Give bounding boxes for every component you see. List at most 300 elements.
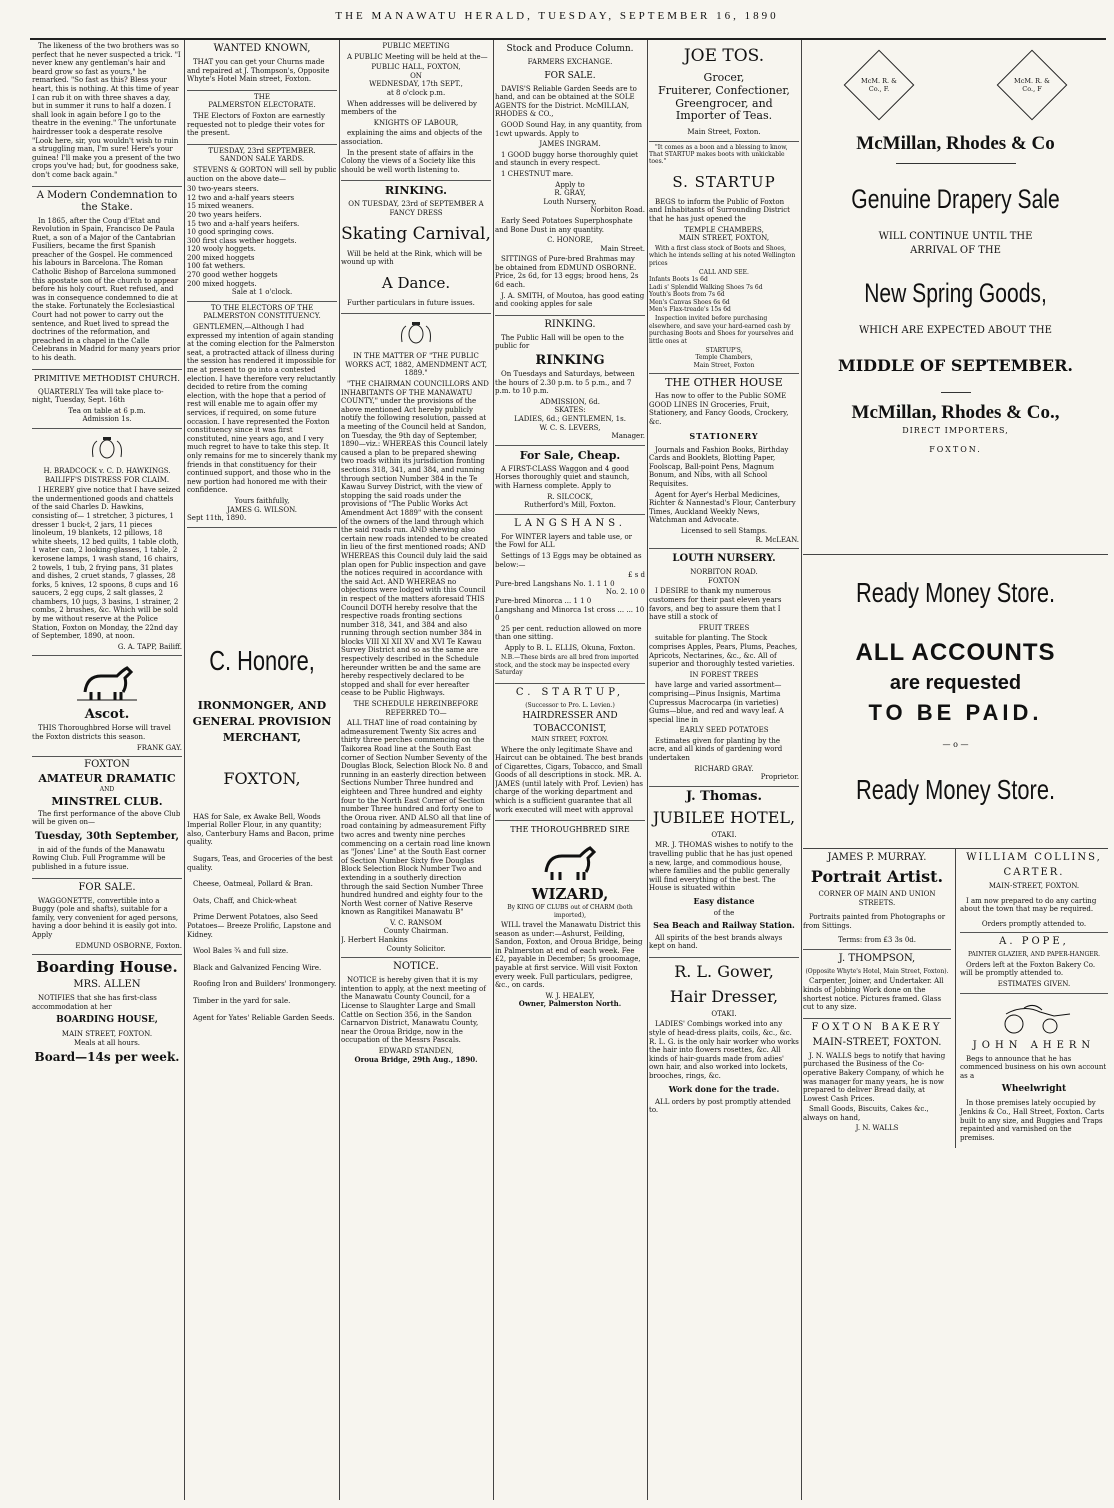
ad-text: J. A. SMITH, of Moutoa, has good eating and cooking apples for sale [495, 291, 645, 309]
horse-icon [538, 842, 602, 882]
ad-text: I HEREBY give notice that I have seized the undermentioned goods and chattels of the said Charles D. Hawkins, consisting of— 1 stretcher, 3 pictures, 1 dresser 1 buck-t, 2 jars, 11 pieces linoleum, 19 blankets, 12 pillows, 18 white sheets, 12 bed quilts, 1 table cloth, 1 water can, 2 looking-glasses, 1 table, 2 kerosene lamps, 1 wash stand, 16 chairs, 2 towels, 1 tub, 2 frying pans, 31 plates and dishes, 2 cruet stands, 7 glasses, 28 forks, 5 knives, 12 spoons, 8 cups and 16 saucers, 2 egg cups, 2 salt glasses, 2 chambers, 10 jugs, 3 basins, 1 strainer, 2 combs, 2 brushes, &c. Which will be sold by me without reserve at the Police Station, Foxton on Monday, the 22nd day of September, 1890, at noon. [32, 486, 181, 641]
column-rule [801, 40, 802, 1500]
ad-signature: R. GRAY, [554, 189, 586, 198]
seal-text: McM. R. & Co., F [1013, 77, 1050, 93]
schedule-text: ALL THAT line of road containing by admeasurement Twenty Six acres and thirty three perches commencing on the Taikorea Road line at the South East corner of Section Number Seventy of the Douglas Block, Selection Block No. 8 and running in an easterly direction between Sections Number Three hundred and eighteen and Three hundred and eighty four to the North East Corner of Section number Three hundred and forty one to the Oroua river. AND ALSO all that line of road containing by admeasurement Fifty two acres and twenty nine perches commencing on a certain road line known as "Jones' Line" at the South East corner of Section Number Sixty five Douglas Block Selection Block Number Two and extending in a southerly direction through the said Section Number Three hundred hundred and eighty four to the North West corner of Native Reserve known as Rangitikei Manawatu B" [341, 719, 491, 917]
ad-line: FRUIT TREES [698, 623, 750, 632]
ad-item: Sugars, Teas, and Groceries of the best quality. [187, 855, 333, 872]
ad-signature: Temple Chambers, [695, 354, 753, 362]
column-4 [495, 40, 645, 1498]
ad-title: JAMES P. MURRAY. [827, 851, 927, 863]
spacer [187, 530, 337, 640]
ad-line: Main Street, Foxton. [687, 128, 761, 136]
ad-text: DAVIS'S Reliable Garden Seeds are to hand, and can be obtained at the SOLE AGENTS for the District. McMILLAN, RHODES & CO., [495, 84, 637, 119]
notice-signature: EDWARD STANDEN, [378, 1047, 454, 1055]
notice-signature: County Chairman. [383, 927, 449, 936]
ad-subtitle: (Successor to Pro. L. Levien.) [525, 701, 615, 709]
price-header: £ s d [628, 571, 645, 580]
list-item: 15 two and a-half years heifers. [187, 219, 300, 228]
ad-text: Where the only legitimate Shave and Haircut can be obtained. The best brands of Cigarettes, Cigars, Tobacco, and Small Goods of all descriptions in stock. MR. A. JAMES (until lately with Prof. Levien) has charge of the working department and which is a sufficient guarantee that all work executed will meet with approval [495, 745, 643, 814]
bottom-ads [803, 849, 1108, 1148]
ad-text: in aid of the funds of the Manawatu Rowing Club. Full Programme will be published in a future issue. [32, 845, 166, 871]
list-item: 30 two-years steers. [187, 185, 259, 194]
ad-line: Orders promptly attended to. [981, 919, 1087, 928]
ad-text: ALL orders by post promptly attended to. [649, 1097, 791, 1115]
ad-text: The Public Hall will be open to the public for [495, 333, 624, 351]
ad-line: Meals at all hours. [73, 1038, 141, 1047]
ad-subtitle: Portrait Artist. [810, 866, 944, 886]
ad-text: THIS Thoroughbred Horse will travel the Foxton districts this season. [32, 724, 171, 742]
collins-carter-ad [960, 852, 1108, 933]
ad-title: TO THE ELECTORS OF THE PALMERSTON CONSTITUENCY. [203, 303, 321, 321]
price-row: No. 2. 10 0 [605, 588, 645, 597]
ad-text: STEVENS & GORTON will sell by public auction on the above date— [187, 165, 337, 183]
ad-line: TEMPLE CHAMBERS, [684, 225, 764, 234]
public-hall-rinking-ad [495, 319, 645, 446]
ad-title: WANTED KNOWN, [213, 43, 311, 54]
ad-text: Small Goods, Biscuits, Cakes &c., always on hand, [803, 1105, 929, 1122]
sale-date: MIDDLE OF SEPTEMBER. [837, 355, 1073, 375]
ad-item: Black and Galvanized Fencing Wire. [193, 963, 322, 972]
store-headline-text: Ready Money Store. [855, 773, 1056, 805]
ad-text: MR. J. THOMAS wishes to notify to the travelling public that he has just opened a new, large, and commodious house, where families and the public generally will find everything of the best. The House is situated within [649, 841, 794, 893]
ad-text: Early Seed Potatoes Superphosphate and Bone Dust in any quantity. [495, 216, 633, 234]
ad-title: H. BRADCOCK v. C. D. HAWKINGS. [43, 466, 171, 475]
goods-headline-text: New Spring Goods, [864, 277, 1047, 308]
ad-title: RINKING. [385, 184, 447, 198]
langshans-ad [495, 518, 645, 684]
ad-signature: FRANK GAY. [136, 743, 182, 752]
ad-line: EARLY SEED POTATOES [679, 726, 769, 735]
ad-title: LOUTH NURSERY. [672, 553, 776, 565]
ad-line: BOARDING HOUSE, [56, 1015, 158, 1026]
louth-nursery-ad [649, 552, 799, 787]
price-row: Langshang and Minorca 1st cross ... ... 10 0 [495, 605, 645, 623]
column-5 [649, 40, 799, 1498]
honore-ad [187, 530, 337, 1029]
notice-text: NOTICE is hereby given that it is my intention to apply, at the next meeting of the Manawatu County Council, for a License to Slaughter Large and Small Cattle on Section 356, in the Sandon Carnarvon District, Manawatu County, near the Oroua Bridge, now in the occupation of the Messrs Pascals. [341, 976, 486, 1045]
rinking-carnival-ad [341, 184, 491, 314]
column-rule [647, 40, 648, 1500]
ad-line: MERCHANT, [222, 730, 302, 744]
list-item: Ladi s' Splendid Walking Shoes 7s 6d [649, 283, 763, 291]
ad-line: TOBACCONIST, [533, 724, 607, 735]
ad-title: THE [254, 92, 270, 101]
ahern-wheelwright-ad [960, 1000, 1108, 1149]
ad-place: FOXTON, [223, 768, 301, 788]
ad-line: MAIN STREET, FOXTON. [61, 1030, 153, 1039]
ad-text: With a first class stock of Boots and Shoes, which he intends selling at his noted Wellington prices [649, 244, 796, 267]
royal-crest-icon [396, 320, 436, 346]
ad-subtitle: By KING OF CLUBS out of CHARM (both imported), [507, 904, 633, 919]
sale-text: WILL CONTINUE UNTIL THE ARRIVAL OF THE [878, 230, 1033, 256]
list-item: 200 mixed hoggets. [187, 279, 257, 288]
electors-letter [187, 304, 337, 528]
notice-signature: County Solicitor. [386, 944, 446, 953]
column-2 [187, 40, 337, 1498]
letter-date: Sept 11th, 1890. [187, 514, 247, 523]
ad-text: Orders left at the Foxton Bakery Co. will be promptly attended to. [960, 960, 1096, 978]
column-6 [803, 40, 1108, 1498]
ad-title: WILLIAM COLLINS, [966, 851, 1102, 863]
letter-closing: Yours faithfully, [234, 496, 290, 505]
ad-text: A FIRST-CLASS Waggon and 4 good Horses thoroughly quiet and staunch, with Harness complete. Apply to [495, 464, 630, 490]
ad-text: Journals and Fashion Books, Birthday Cards and Booklets, Blotting Paper, Foolscap, Ball-point Pens, Magnum Bonum, and Nibs, with all School Requisites. [649, 445, 789, 489]
ad-signature: W. J. HEALEY, [545, 991, 595, 1000]
ready-money-store-ad [803, 575, 1108, 808]
store-headline [803, 772, 1108, 808]
slaughter-license-notice [341, 961, 491, 1068]
public-works-notice [341, 320, 491, 958]
list-item: 15 mixed weaners. [187, 202, 254, 211]
ad-line: KNIGHTS OF LABOUR, [373, 118, 459, 127]
ad-line: OTAKI. [711, 1009, 737, 1018]
ad-line: FANCY DRESS [389, 208, 443, 217]
startup-hairdresser-ad [495, 687, 645, 822]
ad-name: J. Thomas. [685, 788, 762, 804]
list-item: 270 good wether hoggets [187, 271, 278, 280]
ad-item: Cheese, Oatmeal, Pollard & Bran. [193, 880, 313, 889]
ad-signature: Norbiton Road. [590, 206, 645, 215]
ad-line: Apply to [555, 180, 585, 189]
ad-text: Has now to offer to the Public SOME GOOD LINES IN Groceries, Fruit, Stationery, and Fancy Goods, Crockery, &c. [649, 392, 789, 427]
ad-line: AND [99, 786, 115, 794]
ad-title: MINSTREL CLUB. [51, 794, 163, 808]
ad-line: Admission 1s. [82, 415, 132, 424]
ad-text: SITTINGS of Pure-bred Brahmas may be obtained from EDMUND OSBORNE. Price, 2s 6d, for 13 eggs; brood hens, 2s 6d each. [495, 255, 639, 290]
ad-text: Portraits painted from Photographs or from Sittings. [803, 913, 946, 930]
ad-title: LANGSHANS. [514, 517, 626, 529]
horse-icon [77, 662, 137, 702]
company-name: McMillan, Rhodes & Co [856, 133, 1055, 154]
ad-signature: J. N. WALLS [855, 1124, 899, 1133]
ad-line: ON [410, 71, 422, 80]
ad-title: A. POPE, [999, 936, 1069, 948]
ad-signature: Rutherford's Mill, Foxton. [524, 501, 616, 510]
ad-signature: JAMES INGRAM. [539, 140, 601, 149]
ad-text: All spirits of the best brands always kept on hand. [649, 933, 783, 951]
ad-text: A PUBLIC Meeting will be held at the— [347, 52, 488, 61]
notice-signature: V. C. RANSOM [390, 918, 442, 927]
ad-text: Inspection invited before purchasing elsewhere, and save your hard-earned cash by purchasing Boots and Shoes for yourselves and little ones at [649, 315, 794, 345]
ad-signature: Main Street. [600, 244, 645, 253]
foxton-bakery-ad [803, 1022, 951, 1137]
ad-note: N.B.—These birds are all bred from imported stock, and the stock may be inspected every Saturday [495, 654, 639, 677]
ad-text: On Tuesdays and Saturdays, between the hours of 2.30 p.m. to 5 p.m., and 7 p.m. to 10 p.m. [495, 370, 635, 396]
ad-line: Greengrocer, and Importer of Teas. [675, 97, 773, 122]
letter-text: GENTLEMEN,—Although I had expressed my intention of again standing at the coming election for the Palmerston seat, a protracted attack of illness during the session has rendered it impossible for me at present to go into a contested election. I have therefore very reluctantly decided to retire from the coming election, with the hope that a period of rest will enable me to again offer my services, if required, on some future occasion. I have represented the Foxton constituency since it was first constituted, nine years ago, and I very much regret to have to take this step. It only remains for me to sincerely thank my friends in that constituency for their continued support, and those who in the new portion had honored me with their confidence. [187, 323, 337, 495]
ad-title: C. STARTUP, [515, 686, 625, 698]
story-text: The likeness of the two brothers was so perfect that he never suspected a trick. "I never knew any gentleman's hair and beard grow so fast as yours," he remarked. "So fast as this? Bless your heart, this is nothing. At this time of year I can rub it on with three shaves a day, but in summer it runs to half a dozen. I shall look in again before I go to the theatre in the evening." The unfortunate hairdresser took a desperate resolve "Look here, sir, you wouldn't wish to ruin a struggling man, I'm sure! Here's your guinea! I'll make you a present of the two crops you've had; but, for goodness sake, don't come back again." [32, 42, 181, 179]
ad-title: Boarding House. [36, 958, 178, 977]
list-item: 100 fat wethers. [187, 262, 246, 271]
notice-title: IN THE MATTER OF "THE PUBLIC WORKS ACT, 1882, AMENDMENT ACT, 1889." [345, 352, 487, 378]
ad-line: Fruiterer, Confectioner, [658, 84, 790, 97]
ad-signature: EDMUND OSBORNE, Foxton. [75, 941, 182, 950]
ad-text: I DESIRE to thank my numerous customers for their past eleven years favors, and beg to assure them that I have still a stock of [649, 587, 782, 622]
ad-signature: RICHARD GRAY. [694, 764, 754, 773]
ad-line: LADIES, 6d.; GENTLEMEN, 1s. [514, 415, 626, 423]
ad-text: WILL travel the Manawatu District this season as under:—Ashurst, Feilding, Sandon, Foxton, and Oroua Bridge, being in Palmerston at end of each week. Fee £2, payable in December; 5s grooomage, payable at first service. Will visit Foxton every week. Full particulars, pedigree, &c., on cards. [495, 921, 643, 990]
mcmillan-ad [803, 48, 1108, 454]
letter-signature: JAMES G. WILSON. [227, 505, 297, 514]
ad-headline: WIZARD, [531, 885, 609, 904]
ad-text: LADIES' Combings worked into any style of head-dress plaits, coils, &c., &c. R. L. G. is the only hair worker who works the hair into flowers rosettes, &c. All kinds of hair-guards made from adies' own hair, and also worked into lockets, brooches, rings, &c. [649, 1020, 799, 1080]
ad-text: J. N. WALLS begs to notify that having purchased the Business of the Co-operative Bakery Company, of which he was manager for many years, he is now prepared to deliver Bread daily, at Lowest Cash Prices. [803, 1051, 946, 1103]
store-headline [803, 575, 1108, 611]
stock-produce-column [495, 43, 645, 316]
ad-text: Will be held at the Rink, which will be wound up with [341, 249, 483, 267]
notice-title: NOTICE. [393, 961, 439, 973]
murray-portrait-ad [803, 852, 951, 950]
s-startup-boots-ad [649, 144, 799, 375]
ad-name: MRS. ALLEN [73, 979, 141, 991]
joe-tos-ad [649, 44, 799, 142]
list-item: 200 mixed hoggets [187, 253, 255, 262]
ad-line: MAIN-STREET, FOXTON. [812, 1036, 942, 1048]
ad-line: ON TUESDAY, 23rd of SEPTEMBER A [348, 200, 484, 209]
ad-line: Terms: from £3 3s 0d. [837, 936, 916, 945]
column-title: Stock and Produce Column. [506, 44, 634, 54]
ad-line: ADMISSION, 6d. [540, 397, 600, 406]
other-house-ad [649, 377, 799, 549]
ad-title: PRIMITIVE METHODIST CHURCH. [34, 373, 180, 383]
ad-title: PUBLIC MEETING [382, 42, 450, 50]
ad-text: 1 GOOD buggy horse thoroughly quiet and staunch in every respect. [495, 150, 638, 168]
ad-text: suitable for planting. The Stock comprises Apples, Pears, Plums, Peaches, Apricots, Nectarines, &c., &c. All of superior and thoroughly tested varieties. [649, 634, 798, 669]
section-title: FOR SALE. [544, 70, 596, 81]
ad-text: Settings of 13 Eggs may be obtained as below:— [495, 551, 642, 569]
jubilee-hotel-ad [649, 790, 799, 958]
ad-text: Estimates given for planting by the acre, and all kinds of gardening word undertaken [649, 736, 783, 763]
ad-title: PALMERSTON ELECTORATE. [208, 101, 316, 110]
ad-line: IRONMONGER, AND [197, 698, 327, 712]
gower-hair-dresser-ad [649, 960, 799, 1121]
story-excerpt [32, 42, 182, 187]
article-title: A Modern Condemnation to the Stake. [36, 189, 178, 213]
column-1 [32, 40, 182, 1498]
ad-headline: A Dance. [381, 273, 451, 292]
ad-text: The first performance of the above Club will be given on— [32, 809, 181, 827]
ad-line: NORBITON ROAD. [690, 568, 758, 577]
ad-text: Begs to announce that he has commenced business on his own account as a [960, 1054, 1107, 1080]
ad-subtitle: (Opposite Whyte's Hotel, Main Street, Foxton). [805, 967, 949, 975]
ad-title: FOR SALE. [78, 881, 136, 893]
notice-text: "THE CHAIRMAN COUNCILLORS AND INHABITANTS OF THE MANAWATU COUNTY," under the provisions of the above mentioned Act hereby publicly notify the following resolution, passed at a meeting of the Council held at Sandon, on Tuesday, the 9th day of September, 1890—viz.: WHEREAS this Council lately caused a plan to be prepared shewing two roads within its jurisdiction fronting sections 318, 341, and 384, and running through section Number 384 in the Te Kawau Survey District, with the view of stopping the said roads under the provisions of "The Public Works Act Amendment Act 1889" with the consent of the owners of the land through which the said roads run. AND shewing also certain new roads intended to be created in lieu of the first mentioned roads; AND WHEREAS this Council duly laid the said plan open for Public inspection and gave the notices required in accordance with the said Act. AND WHEREAS no objections were lodged with this Council in respect of the matters aforesaid THIS Council DOTH hereby resolve that the respective roads fronting sections number 318, 341, and 384 and also running through section number 384 in blocks VIII XI XII XV and XVI Te Kawau Survey District and so as the same are respectively described in the Schedule hereunder written be and the same are hereby respectively declared to be stopped and shall for ever hereafter cease to be Public Highways. [341, 380, 489, 698]
ad-signature: C. HONORE, [547, 236, 593, 245]
ad-subtitle: Hair Dresser, [669, 986, 779, 1006]
ad-line: WEDNESDAY, 17th SEPT., [369, 80, 463, 89]
notice-signature: J. Herbert Hankins [341, 936, 408, 945]
ad-text: In those premises lately occupied by Jenkins & Co., Hall Street, Foxton. Carts built to any size, and Buggies and Traps repainted and varnished on the premises. [960, 1099, 1105, 1142]
ad-title: FOXTON [84, 759, 130, 771]
ad-text: When addresses will be delivered by members of the [341, 99, 477, 117]
article-text: In 1865, after the Coup d'Etat and Revolution in Spain, Francisco De Paula Ruet, a son of a Major of the Cantabrian Fusiliers, became the first Spanish preacher of the Gospel. He commenced his labours in Barcelona. The Roman Catholic Bishop of Barcelona summoned this apostate son of the church to appear before his holy court. Ruet refused, and was in consequence condemned to die at the stake. Fortunately the Ecclesiastical Court had not power to carry out the sentence, and Ruet lived to spread the doctrines of the reformation, and preached in a chapel in the Calle Celebrans in Madrid for many years prior to his death. [32, 216, 181, 362]
notice-date: Oroua Bridge, 29th Aug., 1890. [354, 1054, 478, 1064]
ad-signature: Proprietor. [760, 773, 799, 782]
ad-text: I am now prepared to do any carting about the town that may be required. [960, 896, 1097, 914]
ad-title: J. THOMPSON, [838, 952, 916, 964]
primitive-methodist-ad [32, 373, 182, 429]
ad-text: HAS for Sale, ex Awake Bell, Woods Imperial Roller Flour, in any quantity; also, Canterbury Hams and Bacon, prime quality. [187, 812, 334, 847]
ad-text: WAGGONETTE, convertible into a Buggy (pole and shafts), suitable for a family, very convenient for aged persons, having a door behind it is easily got into. Apply [32, 896, 179, 939]
ad-line: MAIN STREET, FOXTON, [678, 234, 770, 243]
sandon-sale-yards-ad [187, 147, 337, 302]
list-item: 10 good springing cows. [187, 228, 274, 237]
ad-line: OTAKI. [711, 830, 737, 839]
ad-line: Work done for the trade. [668, 1083, 780, 1094]
ad-line: IN FOREST TREES [689, 670, 759, 679]
ad-title: THE OTHER HOUSE [665, 376, 783, 390]
ad-date: TUESDAY, 23rd SEPTEMBER. [208, 146, 316, 155]
company-line: DIRECT IMPORTERS, [902, 426, 1009, 436]
ad-item: Oats, Chaff, and Chick-wheat [193, 896, 297, 905]
ad-text: In the present state of affairs in the Colony the views of a Society like this should be well worth listening to. [341, 148, 476, 174]
public-meeting-ad [341, 42, 491, 181]
ad-text: 25 per cent. reduction allowed on more than one sitting. [495, 624, 642, 642]
ad-subtitle: BAILIFF'S DISTRESS FOR CLAIM. [44, 475, 170, 484]
accounts-line: ALL ACCOUNTS [855, 639, 1056, 667]
company-seal [844, 50, 915, 121]
ad-signature: STARTUP'S, [705, 347, 743, 355]
list-item: Youth's Boots from 7s 6d [649, 291, 725, 299]
ad-line: PUBLIC HALL, FOXTON, [371, 63, 461, 72]
ad-item: Roofing Iron and Builders' Ironmongery. [193, 980, 337, 989]
ad-text: THAT you can get your Churns made and repaired at J. Thompson's, Opposite Whyte's Hotel Main street, Foxton. [187, 58, 330, 84]
bottom-left-column [803, 849, 956, 1148]
ascot-ad [32, 662, 182, 757]
ad-title: RINKING. [544, 318, 596, 330]
ad-line: CORNER OF MAIN AND UNION STREETS. [818, 889, 936, 907]
ad-text: Agent for Ayer's Herbal Medicines, Richter & Nannestad's Flour, Canterbury Times, Auckland Weekly News, Watchman and Advocate. [649, 490, 796, 525]
ad-line: at 8 o'clock p.m. [386, 88, 446, 97]
ad-title: JOE TOS. [683, 46, 765, 66]
ad-line: ESTIMATES GIVEN. [997, 979, 1071, 988]
bailiff-distress-ad [32, 435, 182, 656]
boarding-house-ad [32, 958, 182, 1070]
store-headline-text: Ready Money Store. [855, 577, 1056, 609]
ad-line: HAIRDRESSER AND [522, 711, 618, 722]
section-title: STATIONERY [689, 430, 759, 441]
ad-item: Timber in the yard for sale. [193, 997, 291, 1005]
sale-headline [803, 182, 1108, 216]
ad-line: Sale at 1 o'clock. [231, 288, 293, 297]
ad-quote: "It comes as a boon and a blessing to know, That STARTUP makes boots with unkickable toes." [649, 143, 788, 166]
dramatic-club-ad [32, 759, 182, 878]
masthead: THE MANAWATU HERALD, TUESDAY, SEPTEMBER 16, 1890 [335, 10, 779, 22]
cheap-sale-ad [495, 449, 645, 515]
ad-line: SKATES: [554, 406, 586, 415]
palmerston-electorate-ad [187, 93, 337, 145]
ad-line: Wheelwright [1001, 1084, 1067, 1095]
ad-line: FOXTON [708, 576, 740, 585]
spacer [187, 747, 337, 763]
spacer [187, 795, 337, 811]
accounts-line: are requested [889, 672, 1022, 695]
list-item: Men's Flax-treade's 15s 6d [649, 306, 731, 314]
ad-text: NOTIFIES that she has first-class accommodation at her [32, 994, 157, 1011]
ad-signature: Owner, Palmerston North. [518, 999, 622, 1009]
list-item: Men's Canvas Shoes 6s 6d [649, 298, 730, 306]
ad-line: Licensed to sell Stamps. [680, 527, 768, 535]
ad-title [187, 644, 337, 678]
ad-text: THE Electors of Foxton are earnestly requested not to pledge their votes for the present. [187, 111, 325, 138]
company-name: McMillan, Rhodes & Co., [851, 401, 1060, 423]
wanted-known-ad [187, 43, 337, 91]
ad-text: QUARTERLY Tea will take place to-night, Tuesday, Sept. 16th [32, 387, 164, 405]
ad-text: 1 CHESTNUT mare. [501, 169, 574, 178]
ad-text: have large and varied assortment—comprising—Pinus Insignis, Martima Cupressus Macrocarpa (in varieties) Gums—blue, and red and wavy leaf. A special line in [649, 681, 784, 724]
ad-title: For Sale, Cheap. [519, 448, 621, 462]
ad-title: FOXTON BAKERY [811, 1021, 943, 1033]
pope-painter-ad [960, 936, 1108, 993]
ad-title: THE THOROUGHBRED SIRE [510, 825, 630, 835]
ad-title-text: C. Honore, [209, 644, 315, 676]
wizard-sire-ad [495, 824, 645, 1013]
seals-row [803, 48, 1108, 122]
buggy-icon [994, 1000, 1074, 1034]
section-title: FARMERS EXCHANGE. [527, 58, 613, 66]
column-rule [493, 40, 494, 1500]
ad-signature: R. McLEAN. [755, 535, 799, 544]
list-item: 300 first class wether hoggets. [187, 236, 297, 245]
ad-text: BEGS to inform the Public of Foxton and Inhabitants of Surrounding District that he has just opened the [649, 197, 790, 223]
ad-line: GENERAL PROVISION [192, 714, 332, 728]
list-item: 120 wooly hoggets. [187, 245, 256, 254]
ad-line: Sea Beach and Railway Station. [653, 919, 795, 930]
ad-signature: Main Street, Foxton [693, 361, 755, 369]
ad-text: explaining the aims and objects of the association. [341, 129, 483, 146]
ad-price: Board—14s per week. [34, 1049, 180, 1064]
divider-text: — o — [942, 740, 969, 750]
ad-text: Further particulars in future issues. [347, 298, 475, 307]
waggonette-sale-ad [32, 882, 182, 956]
ad-subtitle: PAINTER GLAZIER, AND PAPER-HANGER. [967, 951, 1101, 959]
bottom-right-column [956, 849, 1108, 1148]
ad-title: JUBILEE HOTEL, [652, 807, 796, 827]
divider [896, 163, 1016, 164]
column-rule [184, 40, 185, 1500]
ad-text: For WINTER layers and table use, or the Fowl for ALL [495, 532, 633, 550]
ad-signature: R. SILCOCK, [547, 492, 593, 501]
spacer [187, 682, 337, 696]
ad-date: Tuesday, 30th September, [35, 830, 179, 842]
sale-text: WHICH ARE EXPECTED ABOUT THE [859, 324, 1052, 336]
company-seal [996, 50, 1067, 121]
divider [941, 392, 971, 393]
ad-item: Prime Derwent Potatoes, also Seed Potatoes— Breeze Prolific, Lapstone and Kidney. [187, 913, 332, 939]
ad-title: JOHN AHERN [972, 1039, 1096, 1051]
ad-line: CALL AND SEE. [699, 269, 749, 276]
ad-signature: Manager. [611, 432, 645, 441]
ad-line: Grocer, [703, 71, 745, 84]
ad-line: MAIN-STREET, FOXTON. [988, 881, 1080, 890]
ad-text: Carpenter, Joiner, and Undertaker. All kinds of Jobbing Work done on the shortest notice. Pictures framed. Glass cut to any size. [803, 977, 944, 1012]
list-item: 12 two and a-half years steers [187, 193, 295, 202]
seal-text: McM. R. & Co., F. [861, 77, 898, 93]
column-3 [341, 40, 491, 1498]
ad-title: SANDON SALE YARDS. [219, 155, 305, 164]
accounts-line: TO BE PAID. [868, 700, 1043, 726]
column-rule [339, 40, 340, 1500]
thompson-carpenter-ad [803, 953, 951, 1019]
ad-title: R. L. Gower, [674, 961, 774, 981]
price-row: Pure-bred Langshans No. 1. 1 1 0 [495, 579, 615, 588]
modern-condemnation-article [32, 190, 182, 370]
schedule-title: THE SCHEDULE HEREINBEFORE REFERRED TO— [353, 700, 479, 717]
ad-signature: Apply to B. L. ELLIS, Okuna, Foxton. [504, 643, 636, 652]
price-row: Pure-bred Minorca ... 1 1 0 [495, 596, 592, 605]
